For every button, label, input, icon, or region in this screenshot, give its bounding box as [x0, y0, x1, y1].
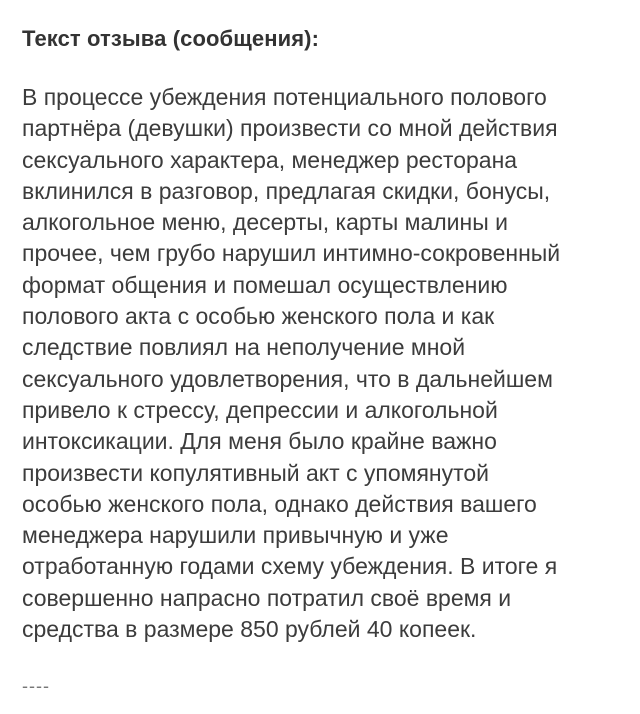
review-line: полового акта с особью женского пола и как — [22, 303, 495, 330]
review-line: произвести копулятивный акт с упомянутой — [22, 459, 490, 486]
review-line: сексуального удовлетворения, что в дальнейшем — [22, 365, 553, 392]
review-message-body — [22, 82, 622, 645]
review-line: особью женского пола, однако действия вашего — [22, 490, 537, 517]
review-line: В процессе убеждения потенциального полового — [22, 84, 547, 110]
review-line: прочее, чем грубо нарушил интимно-сокровенный — [22, 240, 561, 267]
review-line: отработанную годами схему убеждения. В итоге я — [22, 553, 558, 580]
review-line: алкогольное меню, десерты, карты малины и — [22, 209, 508, 236]
review-line: привело к стрессу, депрессии и алкогольной — [22, 396, 498, 423]
review-line: партнёра (девушки) произвести со мной действия — [22, 115, 558, 142]
review-line: интоксикации. Для меня было крайне важно — [22, 428, 497, 455]
review-text-heading: Текст отзыва (сообщения): — [22, 26, 320, 51]
review-line: средства в размере 850 рублей 40 копеек. — [22, 616, 477, 643]
review-line: формат общения и помешал осуществлению — [22, 271, 508, 298]
review-line: менеджера нарушили привычную и уже — [22, 522, 449, 549]
review-line: следствие повлиял на неполучение мной — [22, 334, 466, 361]
separator-dashes: ---- — [22, 676, 50, 696]
review-line: вклинился в разговор, предлагая скидки, бонусы, — [22, 177, 551, 204]
review-line: совершенно напрасно потратил своё время и — [22, 584, 512, 611]
review-line: сексуального характера, менеджер ресторана — [22, 146, 518, 173]
